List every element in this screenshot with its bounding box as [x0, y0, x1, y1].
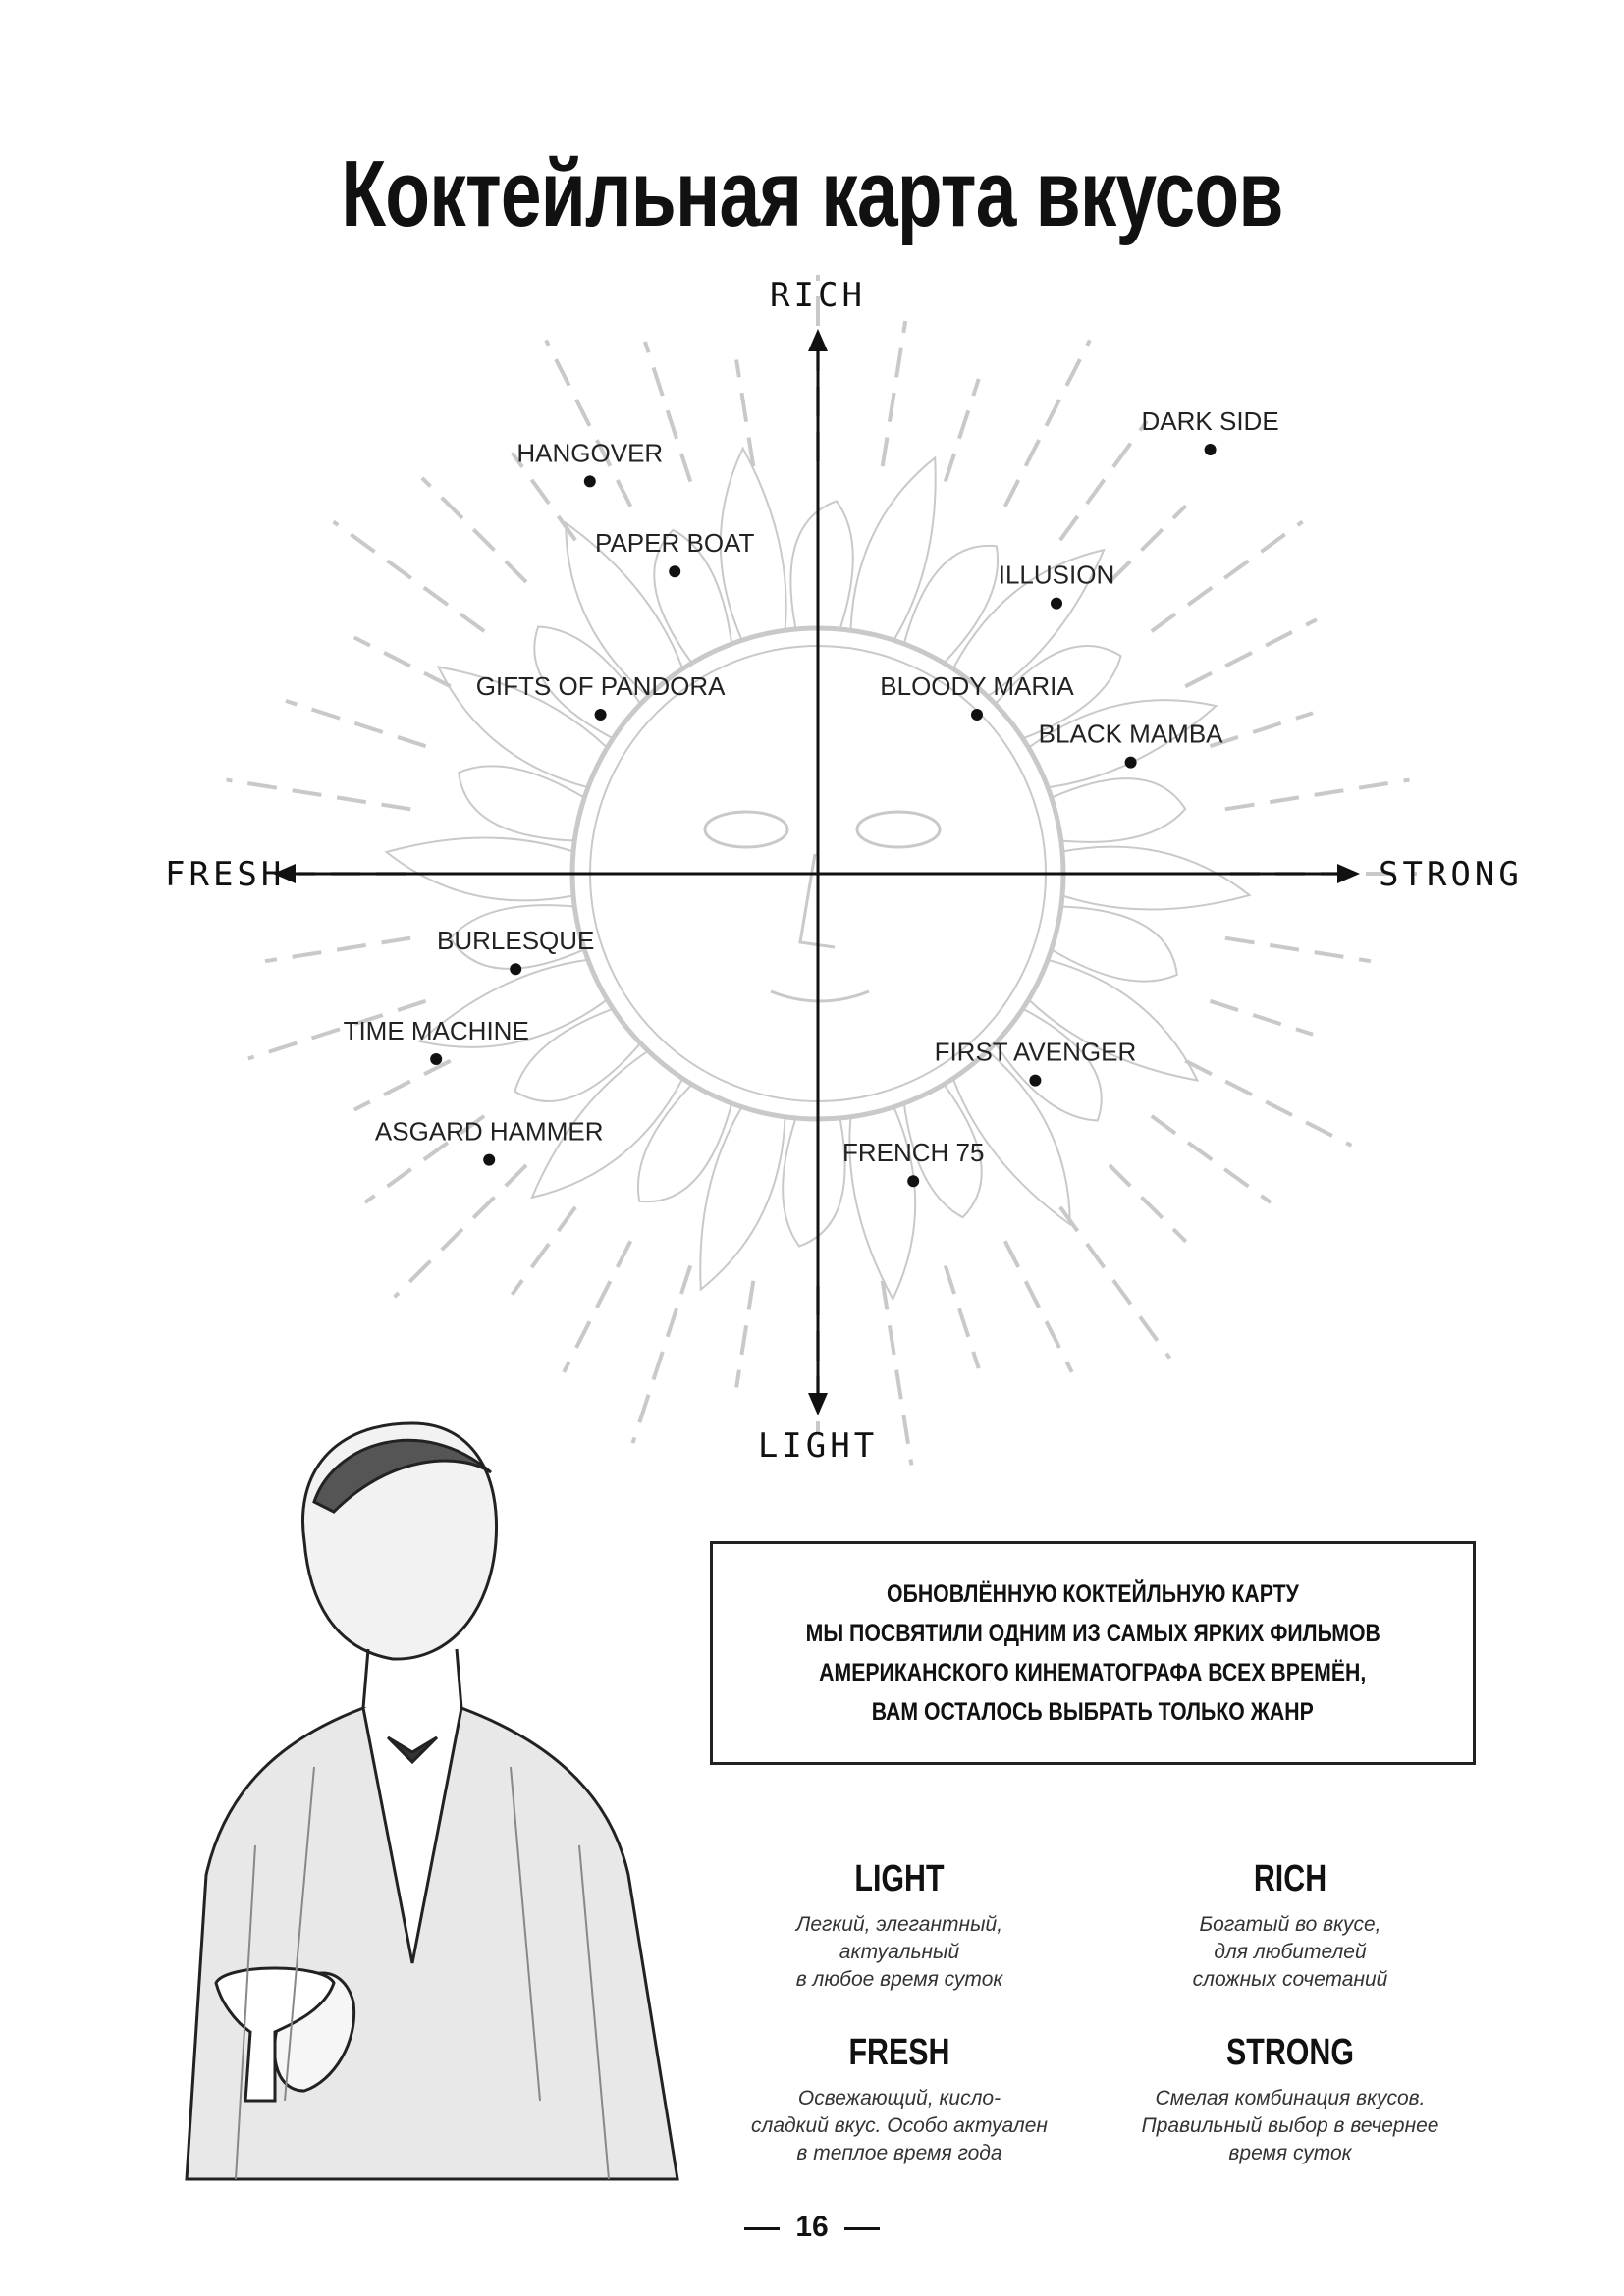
cocktail-label: FIRST AVENGER [934, 1037, 1137, 1067]
legend-rich [1104, 1860, 1477, 1994]
legend-fresh [713, 2034, 1086, 2167]
cocktail-dot [584, 475, 596, 487]
legend-text: Богатый во вкусе, для любителей сложных сочетаний [1192, 1913, 1388, 1991]
cocktail-label: FRENCH 75 [841, 1138, 985, 1168]
legend-text: Легкий, элегантный, актуальный в любое время суток [795, 1913, 1003, 1991]
cocktail-label: BURLESQUE [437, 926, 595, 956]
cocktail-points [344, 406, 1279, 1187]
legend-title: STRONG [1225, 2032, 1355, 2073]
cocktail-label: GIFTS OF PANDORA [475, 671, 726, 701]
info-line: АМЕРИКАНСКОГО КИНЕМАТОГРАФА ВСЕХ ВРЕМЁН, [819, 1659, 1367, 1686]
cocktail-label: HANGOVER [516, 438, 664, 468]
info-box [710, 1541, 1476, 1765]
arrow-up-icon [808, 329, 828, 351]
dash-left [744, 2227, 780, 2230]
cocktail-label: ASGARD HAMMER [374, 1116, 604, 1147]
arrow-right-icon [1337, 864, 1360, 883]
cocktail-dot [483, 1154, 495, 1166]
cocktail-dot [430, 1053, 442, 1065]
bartender-illustration [167, 1414, 697, 2189]
cocktail-dot [971, 709, 983, 721]
sun-illustration [227, 275, 1417, 1465]
cocktail-dot [669, 565, 680, 577]
page-number-value: 16 [795, 2211, 829, 2243]
page-number [0, 2211, 1624, 2244]
legend-title: RICH [1253, 1858, 1327, 1899]
page-title: Коктейльная карта вкусов [341, 141, 1283, 246]
cocktail-dot [1125, 757, 1137, 769]
info-line: МЫ ПОСВЯТИЛИ ОДНИМ ИЗ САМЫХ ЯРКИХ ФИЛЬМОВ [805, 1620, 1380, 1647]
legend-light [713, 1860, 1086, 1994]
dash-right [844, 2227, 880, 2230]
info-line: ОБНОВЛЁННУЮ КОКТЕЙЛЬНУЮ КАРТУ [887, 1580, 1299, 1608]
info-line: ВАМ ОСТАЛОСЬ ВЫБРАТЬ ТОЛЬКО ЖАНР [871, 1698, 1315, 1726]
cocktail-label: TIME MACHINE [343, 1016, 529, 1045]
cocktail-label: ILLUSION [998, 560, 1115, 590]
axis-label-rich: RICH [770, 276, 866, 315]
axis-label-fresh: FRESH [165, 855, 286, 894]
cocktail-dot [595, 709, 607, 721]
cocktail-dot [907, 1175, 919, 1187]
cocktail-label: DARK SIDE [1141, 406, 1279, 436]
cocktail-dot [1205, 444, 1217, 455]
cocktail-dot [510, 963, 521, 975]
arrow-down-icon [808, 1393, 828, 1415]
legend-title: FRESH [848, 2032, 950, 2073]
legend-text: Освежающий, кисло- сладкий вкус. Особо актуален в теплое время года [750, 2087, 1048, 2164]
axis-label-strong: STRONG [1379, 855, 1523, 894]
axis-label-light: LIGHT [757, 1426, 879, 1466]
cocktail-dot [1029, 1075, 1041, 1087]
cocktail-label: BLACK MAMBA [1038, 719, 1223, 749]
cocktail-label: BLOODY MARIA [880, 671, 1074, 701]
legend-strong [1104, 2034, 1477, 2167]
legend-title: LIGHT [854, 1858, 945, 1899]
legend-text: Смелая комбинация вкусов. Правильный выбор в вечернее время суток [1141, 2087, 1439, 2164]
cocktail-dot [1051, 598, 1062, 610]
cocktail-label: PAPER BOAT [595, 528, 755, 559]
